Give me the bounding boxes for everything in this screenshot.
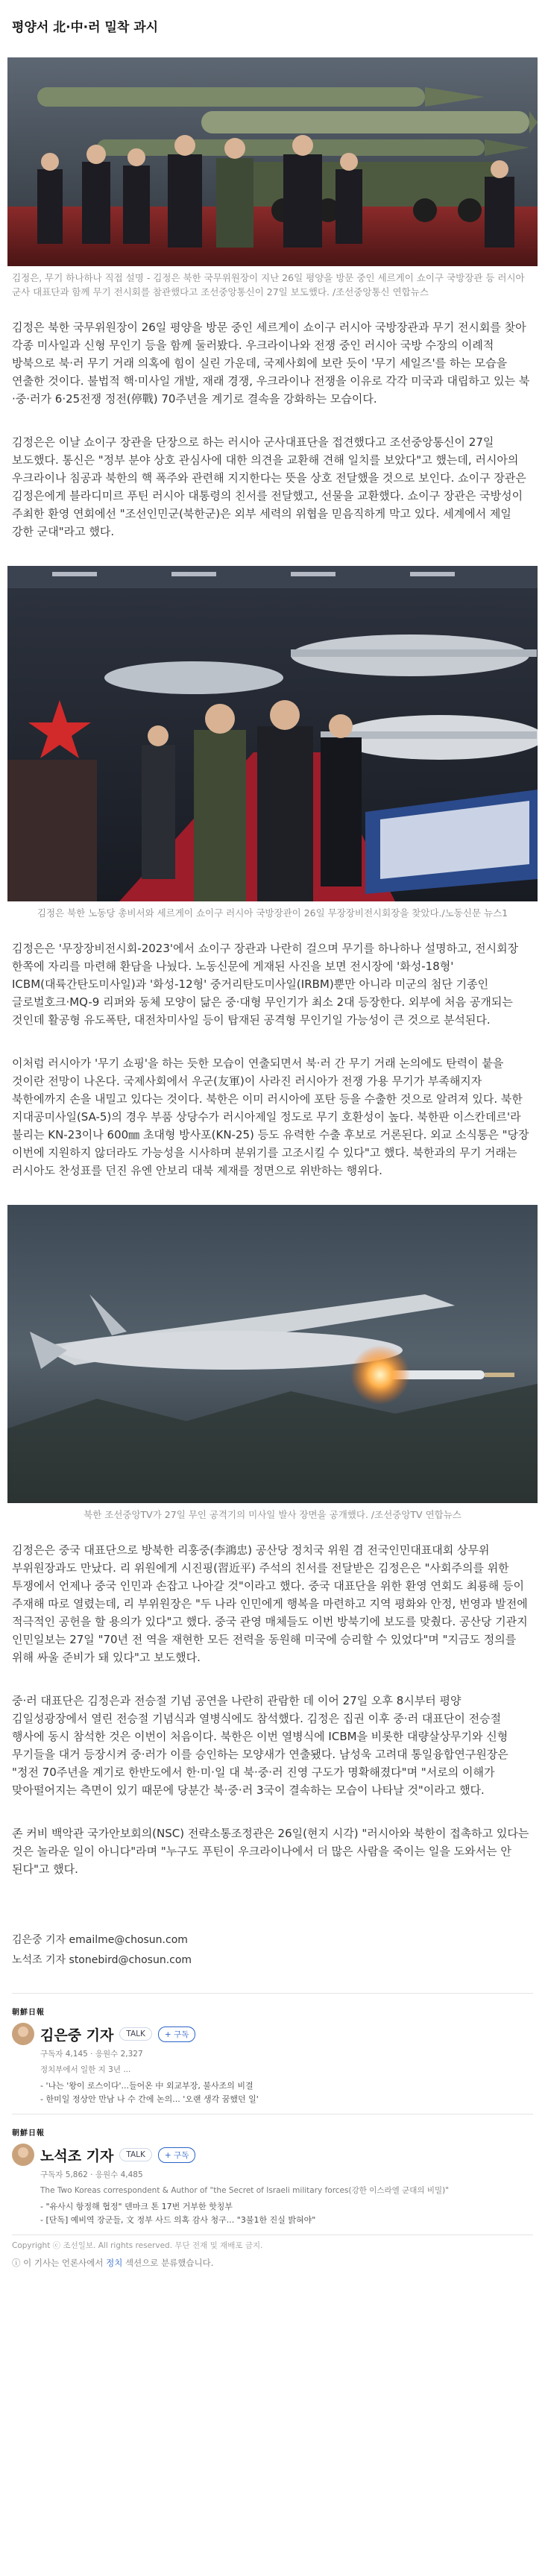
article-paragraph: 중·러 대표단은 김정은과 전승절 기념 공연을 나란히 관람한 데 이어 27일 오후 8시부터 평양 김일성광장에서 열린 전승절 기념식과 열병식에도 참석했다. 김정은 집권 이후 중·러 대표단이 전승절 행사에 동시 참석한 것은 이번이 처음이다. 북한은 이번 열병식에 ICBM을 비롯한 대량살상무기와 신형 무기들을 대거 등장시켜 중·러가 이를 승인하는 모양새가 연출됐다. 남성욱 고려대 통일융합연구원장은 "정전 70주년을 계기로 한반도에서 한·미·일 대 북·중·러 진영 구도가 명확해졌다"며 "서로의 이해가 맞아떨어지는 측면이 있기 때문에 당분간 북·중·러 3국이 결속하는 모습이 나타날 것"이라고 했다.	[12, 1694, 508, 1797]
subscribe-button[interactable]: + 구독	[158, 2147, 195, 2163]
copyright-notice: Copyright ⓒ 조선일보. All rights reserved. 무단 전재 및 재배포 금지.	[12, 2241, 263, 2250]
reporter-name[interactable]: 노석조 기자	[40, 2147, 114, 2164]
photo-caption: 북한 조선중앙TV가 27일 무인 공격기의 미사일 발사 장면을 공개했다. /조선중앙TV 연합뉴스	[84, 1509, 461, 1520]
talk-button[interactable]: TALK	[119, 2148, 152, 2161]
category-notice	[7, 2252, 538, 2279]
list-item[interactable]: - 한미일 정상안 만남 나 수 간에 논의... '오랜 생각 꿈했던 일'	[40, 2093, 533, 2106]
reporter-description: 정치부에서 일한 지 3년 ...	[40, 2065, 131, 2074]
reporter-articles	[40, 2200, 533, 2227]
reporter-card	[7, 2114, 538, 2235]
talk-button[interactable]: TALK	[119, 2027, 152, 2041]
article-paragraph: 김정은은 이날 쇼이구 장관을 단장으로 하는 러시아 군사대표단을 접견했다고 조선중앙통신이 27일 보도했다. 통신은 "정부 분야 상호 관심사에 대한 의견을 교환해 견해 일치를 보았다"고 했는데, 러시아의 우크라이나 침공과 북한의 핵 폭주와 관련해 지지한다는 뜻을 상호 전달했을 것으로 보인다. 쇼이구 장관은 김정은에게 블라디미르 푸틴 러시아 대통령의 친서를 전달했고, 선물을 교환했다. 쇼이구 장관은 국방성이 주최한 환영 연회에선 "조선인민군(북한군)은 외부 세력의 위협을 믿음직하게 막고 있다. 세계에서 제일 강한 군대"라고 했다.	[12, 435, 526, 538]
photo-caption: 김정은, 무기 하나하나 직접 설명 - 김정은 북한 국무위원장이 지난 26일 평양을 방문 중인 세르게이 쇼이구 국방장관 등 러시아 군사 대표단과 함께 무기 전시회를 참관했다고 조선중앙통신이 27일 보도했다. /조선중앙통신 연합뉴스	[12, 272, 525, 297]
reporter-card	[7, 1994, 538, 2114]
figure-2	[7, 566, 538, 920]
photo-drone-exhibition[interactable]	[7, 566, 538, 901]
figure-3	[7, 1205, 538, 1522]
reporter-description: The Two Koreas correspondent & Author of "the Secret of Israeli military forces(강한 이스라엘 군대의 비밀)"	[40, 2186, 450, 2195]
avatar[interactable]	[12, 2144, 34, 2166]
photo-drone-missile-launch[interactable]	[7, 1205, 538, 1503]
category-prefix: ⓘ 이 기사는 언론사에서	[12, 2258, 104, 2268]
article-paragraph: 이처럼 러시아가 '무기 쇼핑'을 하는 듯한 모습이 연출되면서 북·러 간 무기 거래 논의에도 탄력이 붙을 것이란 전망이 나온다. 국제사회에서 우군(友軍)이 사라진 러시아가 전쟁 가용 무기가 부족해지자 북한에까지 손을 내밀고 있다는 것이다. 북한은 이미 러시아에 포탄 등을 수출한 것으로 알려져 있다. 북한 지대공미사일(SA-5)의 경우 부품 상당수가 러시아제일 정도로 무기 호환성이 높다. 북한판 이스칸데르'라 불리는 KN-23이나 600㎜ 초대형 방사포(KN-25) 등도 유력한 수출 후보로 거론된다. 외교 소식통은 "당장 이번에 지원하지 않더라도 가능성을 시사하며 분위기를 고조시킬 수 있다"고 했다. 북한과의 무기 거래는 러시아도 찬성표를 던진 유엔 안보리 대북 제재를 정면으로 위반하는 행위다.	[12, 1056, 529, 1177]
article-paragraph: 김정은 북한 국무위원장이 26일 평양을 방문 중인 세르게이 쇼이구 러시아 국방장관과 무기 전시회를 찾아 각종 미사일과 신형 무인기 등을 함께 둘러봤다. 우크라이나와 전쟁 중인 러시아 국방 수장의 이례적 방북으로 북·러 무기 거래 의혹에 힘이 실린 가운데, 국제사회에 보란 듯이 '무기 세일즈'를 하는 모습을 연출한 것이다. 불법적 핵·미사일 개발, 재래 경쟁, 우크라이나 전쟁을 이유로 각각 미국과 대립하고 있는 북·중·러가 6·25전쟁 정전(停戰) 70주년을 계기로 결속을 강화하는 모습이다.	[12, 321, 530, 406]
avatar[interactable]	[12, 2023, 34, 2045]
newspaper-logo: 朝鮮日報	[12, 2009, 45, 2017]
list-item[interactable]: - [단독] 예비역 장군들, 文 정부 사드 의혹 감사 청구... "3불1한 진실 밝혀야"	[40, 2214, 533, 2227]
byline	[7, 1930, 538, 1971]
category-link[interactable]: 정치	[106, 2258, 123, 2268]
figure-1	[7, 57, 538, 299]
article-paragraph: 존 커비 백악관 국가안보회의(NSC) 전략소통조정관은 26일(현지 시각) "러시아와 북한이 접촉하고 있다는 것은 놀라운 일이 아니다"라며 "누구도 푸틴이 우크라이나에서 더 많은 사람을 죽이는 일을 도와서는 안 된다"고 했다.	[12, 1827, 529, 1876]
reporter-name[interactable]: 김은중 기자	[40, 2027, 114, 2044]
byline-reporter-2: 노석조 기자 stonebird@chosun.com	[12, 1954, 192, 1966]
reporter-articles	[40, 2079, 533, 2106]
reporter-stats: 구독자 4,145 · 응원수 2,327	[40, 2050, 143, 2059]
newspaper-logo: 朝鮮日報	[12, 2129, 45, 2138]
byline-reporter-1: 김은중 기자 emailme@chosun.com	[12, 1934, 188, 1946]
list-item[interactable]: - '나는 '왕이 로스이다'...들어온 中 외교부장, 불사조의 비결	[40, 2079, 533, 2093]
category-suffix: 섹션으로 분류했습니다.	[125, 2258, 214, 2268]
reporter-header	[12, 2144, 533, 2166]
article-paragraph: 김정은은 중국 대표단으로 방북한 리훙중(李鴻忠) 공산당 정치국 위원 겸 전국인민대표대회 상무위 부위원장과도 만났다. 리 위원에게 시진핑(習近平) 주석의 친서를 전달받은 김정은은 "사회주의를 위한 투쟁에서 언제나 중국 인민과 손잡고 나아갈 것"이라고 했다. 중국 대표단을 위한 환영 연회도 최룡해 등이 주재해 따로 열렸는데, 리 부위원장은 "두 나라 인민에게 행복을 마련하고 지역 평화와 안정, 번영과 발전에 적극적인 공헌을 할 용의가 있다"고 했다. 중국 관영 매체들도 이번 방북기에 보도를 맞췄다. 공산당 기관지 인민일보는 27일 "70년 전 역을 재현한 모든 전력을 동원해 미국에 승리할 수 있었다"며 "지금도 정의를 위해 싸울 준비가 돼 있다"고 보도했다.	[12, 1543, 528, 1664]
list-item[interactable]: - "유사시 항정해 협정" 덴마크 톤 17번 거부한 핫칭부	[40, 2200, 533, 2214]
subscribe-button[interactable]: + 구독	[158, 2027, 195, 2042]
reporter-header	[12, 2023, 533, 2045]
article-title: 평양서 北·中·러 밀착 과시	[12, 20, 159, 35]
reporter-stats: 구독자 5,862 · 응원수 4,485	[40, 2170, 143, 2179]
article-paragraph: 김정은은 '무장장비전시회-2023'에서 쇼이구 장관과 나란히 걸으며 무기를 하나하나 설명하고, 전시회장 한쪽에 자리를 마련해 환담을 나눴다. 노동신문에 게재된 사진을 보면 전시장에 '화성-18형' ICBM(대륙간탄도미사일)과 '화성-12형' 중거리탄도미사일(IRBM)뿐만 아니라 미군의 첨단 기종인 글로벌호크·MQ-9 리퍼와 동체 모양이 닮은 중·대형 무인기가 최소 2대 등장한다. 외부에 처음 공개되는 것인데 활공형 유도폭탄, 대전차미사일 등이 탑재된 공격형 무인기일 가능성이 큰 것으로 분석된다.	[12, 942, 519, 1027]
photo-caption: 김정은 북한 노동당 총비서와 세르게이 쇼이구 러시아 국방장관이 26일 무장장비전시회장을 찾았다./노동신문 뉴스1	[37, 907, 508, 919]
photo-weapons-exhibition[interactable]	[7, 57, 538, 266]
